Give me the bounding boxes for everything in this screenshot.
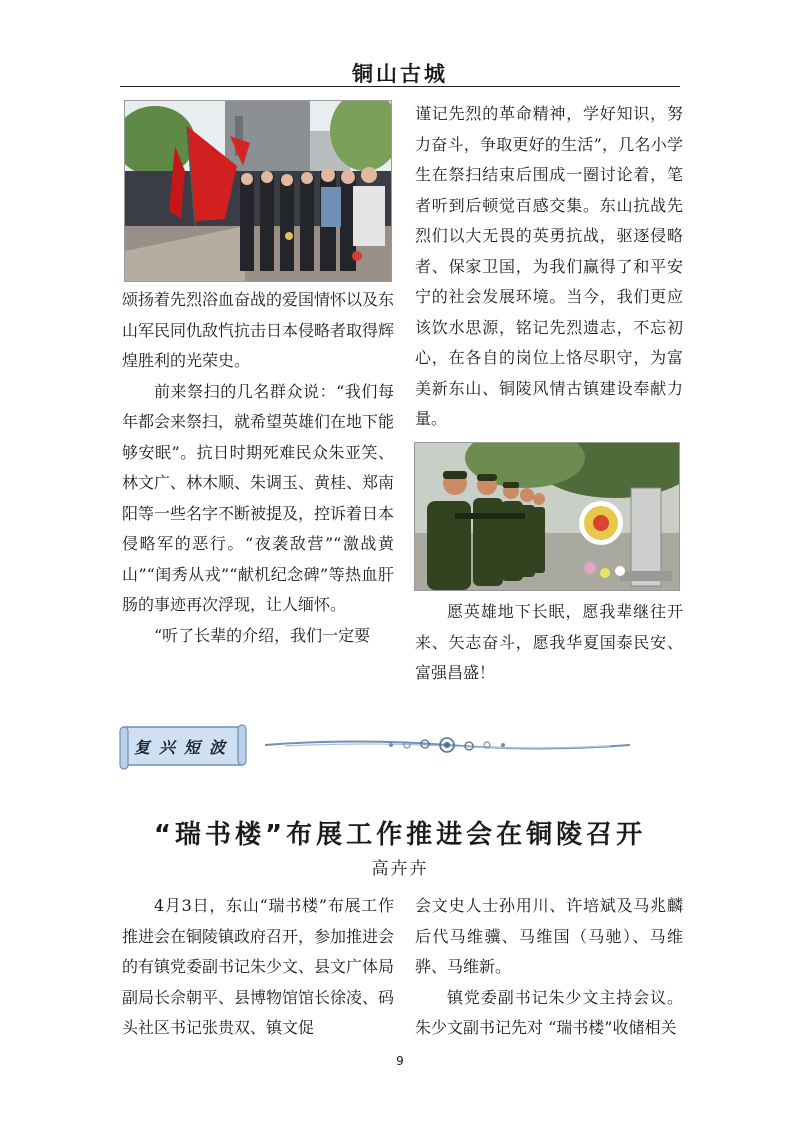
- article-right-paragraph-2: 镇党委副书记朱少文主持会议。朱少文副书记先对 “瑞书楼”收储相关: [415, 987, 683, 1037]
- right-column-top: [415, 99, 683, 435]
- right-column-bottom: [415, 597, 683, 689]
- left-column: [122, 285, 394, 651]
- article-right-column: [415, 891, 683, 1044]
- page-number: 9: [396, 1054, 404, 1068]
- left-paragraph-1: 颂扬着先烈浴血奋战的爱国情怀以及东山军民同仇敌忾抗击日本侵略者取得辉煌胜利的光荣史。: [122, 290, 395, 370]
- memorial-photo: [414, 442, 680, 591]
- wave-ornament-icon: [265, 734, 630, 756]
- article-left-paragraph-1: 4月3日，东山“瑞书楼”布展工作推进会在铜陵镇政府召开，参加推进会的有镇党委副书记朱少文、县文广体局副局长佘朝平、县博物馆馆长徐凌、码头社区书记张贵双、镇文促: [122, 896, 395, 1037]
- left-paragraph-2: 前来祭扫的几名群众说：“我们每年都会来祭扫，就希望英雄们在地下能够安眠”。抗日时期死难民众朱亚笑、林文广、林木顺、朱调玉、黄桂、郑南阳等一些名字不断被提及，控诉着日本侵略军的恶行。“夜袭敌营”“激战黄山”“闺秀从戎”“献机纪念碑”等热血肝肠的事迹再次浮现，让人缅怀。: [122, 381, 395, 614]
- article-author: 高卉卉: [371, 859, 429, 879]
- page-header-title: 铜山古城: [352, 62, 448, 86]
- article-right-paragraph-1: 会文史人士孙用川、许培斌及马兆麟后代马维骥、马维国（马驰）、马维骅、马维新。: [415, 896, 683, 976]
- right-paragraph-1: 谨记先烈的革命精神，学好知识，努力奋斗，争取更好的生活”，几名小学生在祭扫结束后围成一圈讨论着，笔者听到后顿觉百感交集。东山抗战先烈们以大无畏的英勇抗战，驱逐侵略者、保家卫国，为我们赢得了和平安宁的社会发展环境。当今，我们更应该饮水思源，铭记先烈遗志，不忘初心，在各自的岗位上恪尽职守，为富美新东山、铜陵风情古镇建设奉献力量。: [415, 104, 683, 428]
- ceremony-photo: [124, 100, 392, 282]
- right-paragraph-2: 愿英雄地下长眠，愿我辈继往开来、矢志奋斗，愿我华夏国泰民安、富强昌盛！: [415, 602, 683, 682]
- article-title: “瑞书楼”布展工作推进会在铜陵召开: [153, 820, 647, 850]
- section-banner-label: 复兴短波: [134, 738, 235, 757]
- header-divider: [120, 86, 680, 87]
- section-banner: [118, 723, 248, 771]
- left-paragraph-3: “听了长辈的介绍，我们一定要: [154, 625, 371, 645]
- article-left-column: [122, 891, 394, 1044]
